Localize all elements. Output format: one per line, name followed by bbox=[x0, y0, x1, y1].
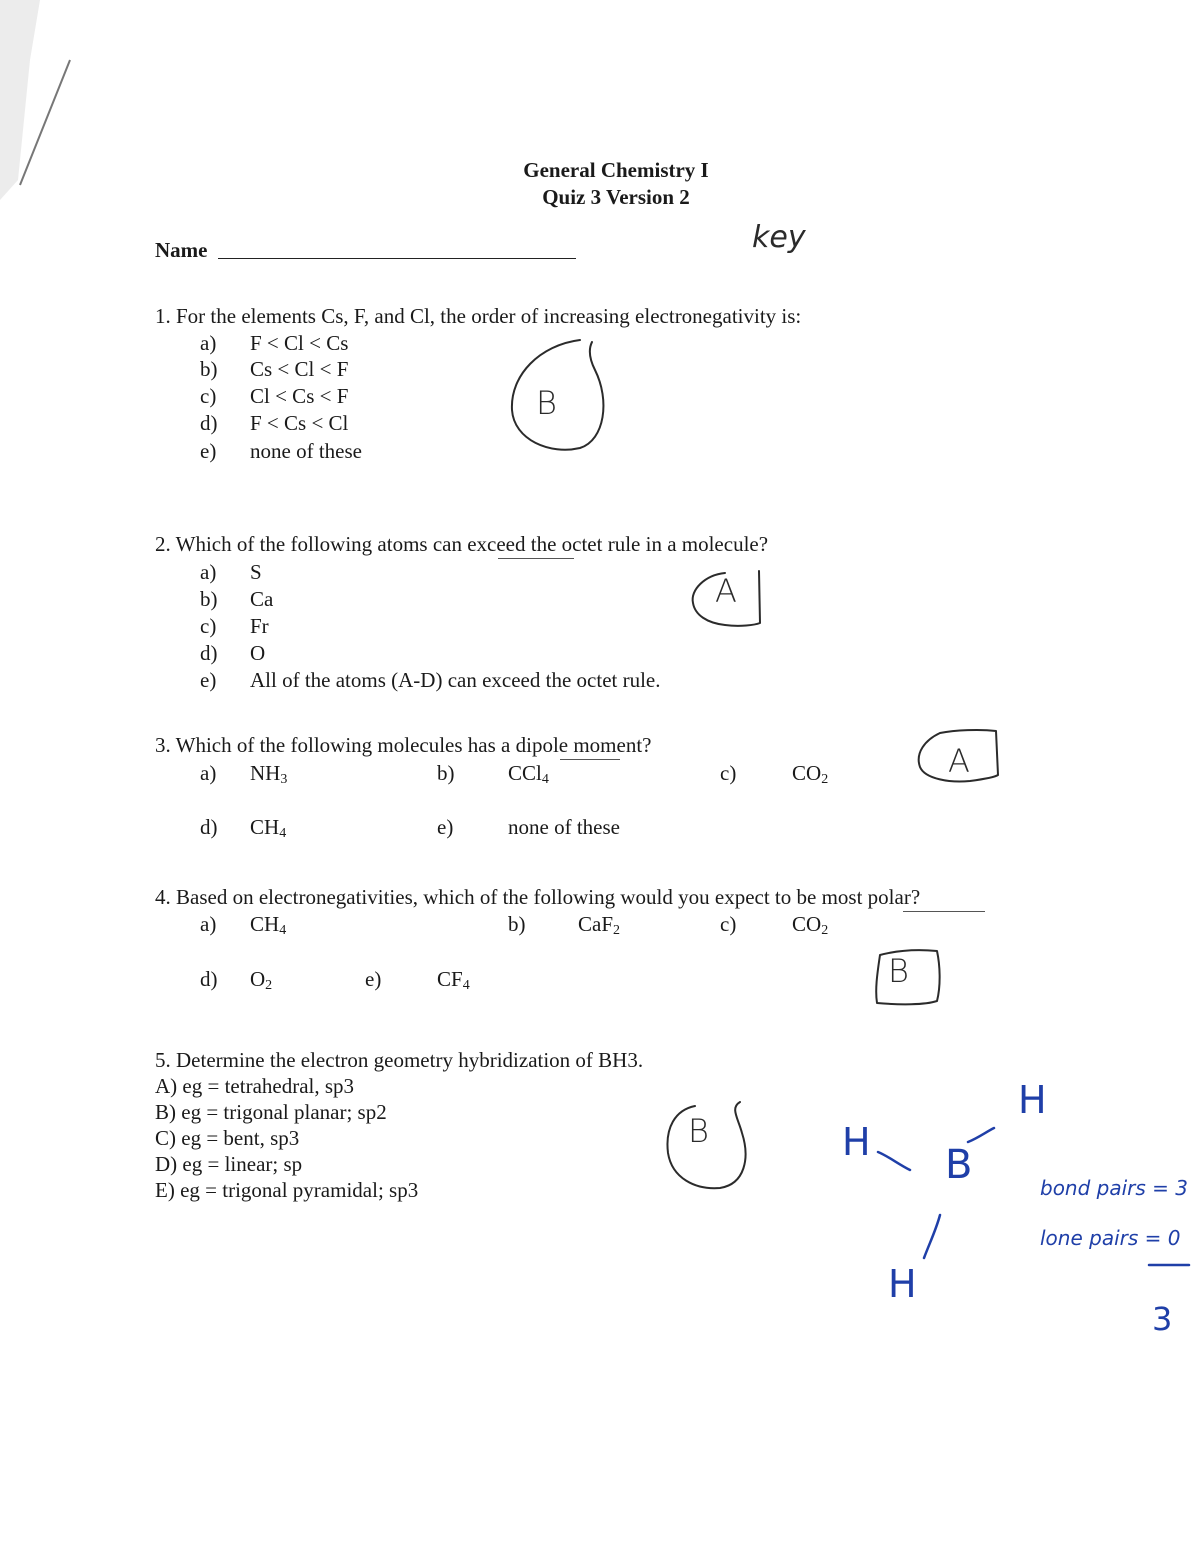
q3-option-c-letter: c) bbox=[720, 761, 737, 785]
blue-atom-h-top: H bbox=[1018, 1078, 1047, 1122]
blue-atom-h-left: H bbox=[842, 1120, 871, 1164]
q4-answer-letter: B bbox=[888, 952, 909, 990]
q3-option-a-letter: a) bbox=[200, 761, 217, 785]
q4-option-c-letter: c) bbox=[720, 912, 737, 936]
blue-sum-line bbox=[1145, 1260, 1195, 1270]
q2-option-a-text: S bbox=[250, 560, 262, 584]
q1-option-c-letter: c) bbox=[200, 384, 217, 408]
name-field-line[interactable] bbox=[218, 258, 576, 259]
q4-underline-most-polar bbox=[903, 911, 985, 912]
q4-option-c-text: $CO_2$ bbox=[792, 912, 829, 938]
q1-answer-letter: B bbox=[536, 384, 557, 422]
q3-underline-dipole bbox=[560, 759, 620, 760]
blue-atom-b: B bbox=[945, 1142, 973, 1188]
q2-option-b-text: Ca bbox=[250, 587, 274, 611]
name-label: Name bbox=[155, 238, 208, 262]
q1-option-e-text: none of these bbox=[250, 439, 362, 463]
q5-option-d: D) eg = linear; sp bbox=[155, 1152, 303, 1176]
q3-option-c-text: $CO_2$ bbox=[792, 761, 829, 787]
q3-answer-letter: A bbox=[948, 742, 970, 780]
q3-prompt: 3. Which of the following molecules has a dipole moment? bbox=[155, 733, 652, 757]
q4-option-a-letter: a) bbox=[200, 912, 217, 936]
q3-option-b-letter: b) bbox=[437, 761, 455, 785]
blue-total-note: 3 bbox=[1152, 1300, 1173, 1338]
q2-option-b-letter: b) bbox=[200, 587, 218, 611]
q1-option-b-letter: b) bbox=[200, 357, 218, 381]
q4-option-d-text: $O_2$ bbox=[250, 967, 273, 993]
blue-lone-pairs-note: lone pairs = 0 bbox=[1040, 1226, 1181, 1250]
blue-atom-h-bottom: H bbox=[888, 1262, 917, 1306]
q2-option-d-letter: d) bbox=[200, 641, 218, 665]
q2-option-e-text: All of the atoms (A-D) can exceed the octet rule. bbox=[250, 668, 661, 692]
quiz-title: Quiz 3 Version 2 bbox=[542, 185, 690, 209]
q5-prompt: 5. Determine the electron geometry hybridization of BH3. bbox=[155, 1048, 644, 1072]
q1-prompt: 1. For the elements Cs, F, and Cl, the order of increasing electronegativity is: bbox=[155, 304, 802, 328]
q2-option-c-text: Fr bbox=[250, 614, 269, 638]
q5-option-a: A) eg = tetrahedral, sp3 bbox=[155, 1074, 355, 1098]
q5-option-e: E) eg = trigonal pyramidal; sp3 bbox=[155, 1178, 419, 1202]
q4-option-e-letter: e) bbox=[365, 967, 382, 991]
q1-answer-circle bbox=[500, 330, 620, 460]
q1-option-c-text: Cl < Cs < F bbox=[250, 384, 349, 408]
q5-options bbox=[155, 1074, 419, 1202]
q4-prompt: 4. Based on electronegativities, which of the following would you expect to be most polar? bbox=[155, 885, 921, 909]
q2-underline-exceed bbox=[498, 558, 574, 559]
q4-option-b-letter: b) bbox=[508, 912, 526, 936]
q1-option-a-text: F < Cl < Cs bbox=[250, 331, 349, 355]
q5-option-b: B) eg = trigonal planar; sp2 bbox=[155, 1100, 387, 1124]
q3-option-e-text: none of these bbox=[508, 815, 620, 839]
q3-option-b-text: CCl$_4$ bbox=[508, 761, 549, 787]
q1-option-b-text: Cs < Cl < F bbox=[250, 357, 349, 381]
blue-bond-lines bbox=[860, 1120, 1000, 1280]
q4-option-d-letter: d) bbox=[200, 967, 218, 991]
key-handwriting: key bbox=[752, 220, 806, 255]
q2-option-e-letter: e) bbox=[200, 668, 217, 692]
q4-answer-circle bbox=[865, 945, 955, 1015]
q3-option-a-text: $NH_3$ bbox=[250, 761, 288, 787]
q5-option-c: C) eg = bent, sp3 bbox=[155, 1126, 300, 1150]
course-title: General Chemistry I bbox=[523, 158, 709, 182]
q5-answer-letter: B bbox=[688, 1112, 709, 1150]
q2-prompt: 2. Which of the following atoms can exceed the octet rule in a molecule? bbox=[155, 532, 769, 556]
q4-option-b-text: CaF$_2$ bbox=[578, 912, 621, 938]
q3-option-d-text: $CH_4$ bbox=[250, 815, 287, 841]
q3-option-e-letter: e) bbox=[437, 815, 454, 839]
q2-option-d-text: O bbox=[250, 641, 266, 665]
q1-option-a-letter: a) bbox=[200, 331, 217, 355]
q4-option-a-text: $CH_4$ bbox=[250, 912, 287, 938]
q2-option-c-letter: c) bbox=[200, 614, 217, 638]
q1-option-d-letter: d) bbox=[200, 411, 218, 435]
q2-answer-letter: A bbox=[715, 572, 737, 610]
q1-option-d-text: F < Cs < Cl bbox=[250, 411, 349, 435]
blue-bond-pairs-note: bond pairs = 3 bbox=[1040, 1176, 1189, 1200]
q1-option-e-letter: e) bbox=[200, 439, 217, 463]
q3-option-d-letter: d) bbox=[200, 815, 218, 839]
q4-option-e-text: $CF_4$ bbox=[437, 967, 470, 993]
q2-option-a-letter: a) bbox=[200, 560, 217, 584]
